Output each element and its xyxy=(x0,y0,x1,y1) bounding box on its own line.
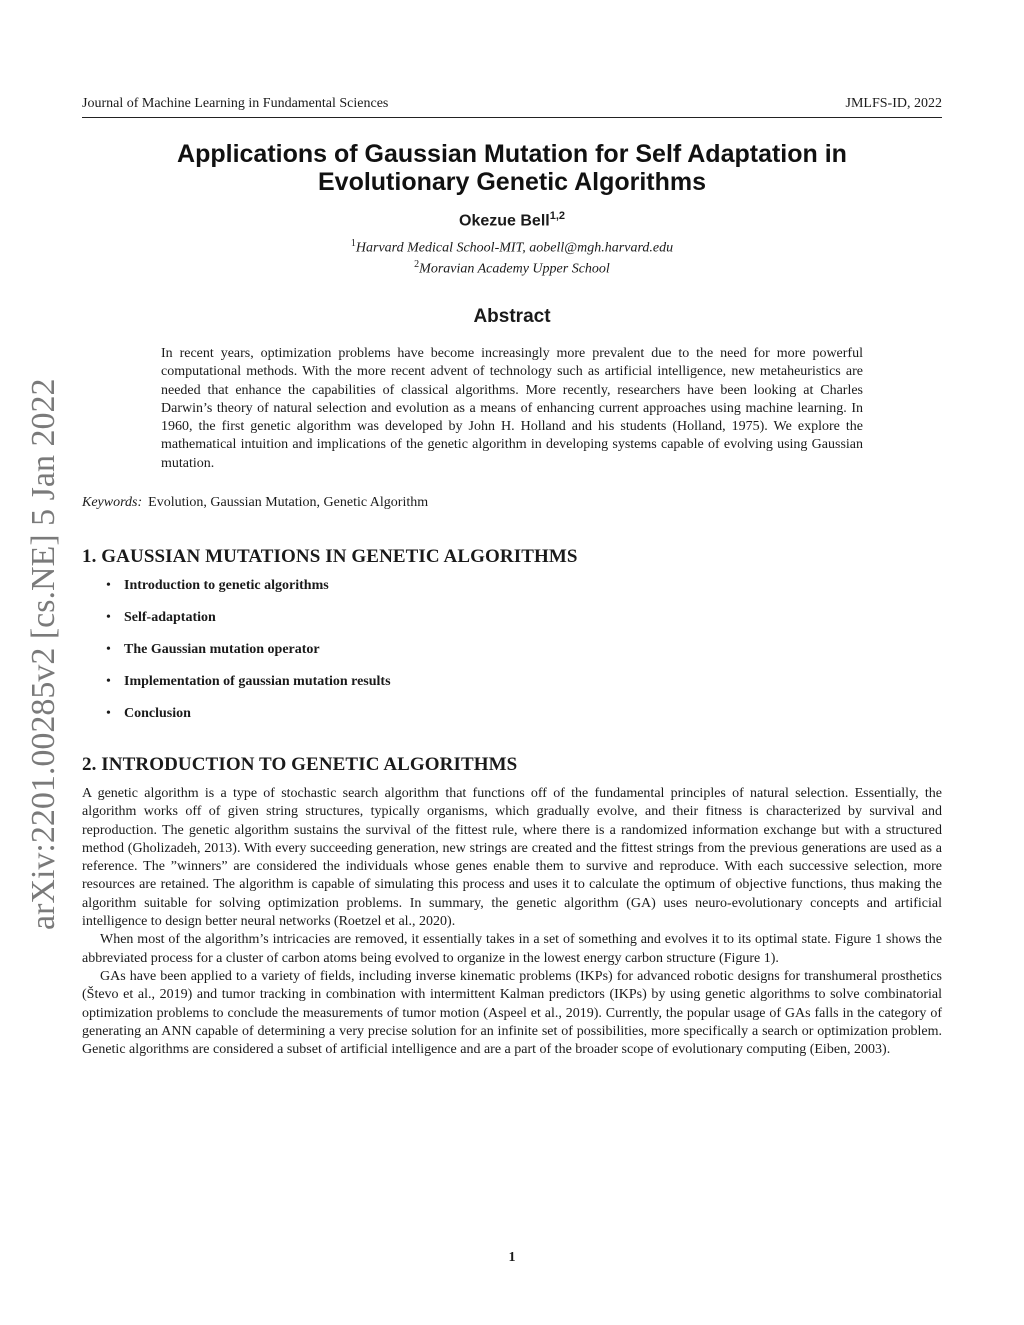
abstract-text: In recent years, optimization problems have become increasingly more prevalent due to the need for more powerful computational methods. With the more recent advent of technology such as artificial intelligence, new metaheuristics are needed that enhance the capabilities of classical algorithms. More recently, researchers have been looking at Charles Darwin’s theory of natural selection and evolution as a means of enhancing current approaches using machine learning. In 1960, the first genetic algorithm was developed by John H. Holland and his students (Holland, 1975). We explore the mathematical intuition and implications of the genetic algorithm in developing systems capable of evolving using Gaussian mutation. xyxy=(161,346,863,471)
keywords-label: Keywords: xyxy=(82,495,143,510)
list-item-text: Conclusion xyxy=(124,706,191,721)
body-paragraph: A genetic algorithm is a type of stochastic search algorithm that functions off of the fundamental principles of natural selection. Essentially, the algorithm works off of given string structures, typically organisms, which gradually evolve, and their fitness is characterized by survival and reproduction. The genetic algorithm sustains the survival of the fittest rule, where there is a randomized information exchange but with a structured method (Gholizadeh, 2013). With every succeeding generation, new strings are created and the fittest strings from the previous generations are used as a reference. The ”winners” are considered the individuals whose genes enable them to survive and reproduce. With each successive selection, more resources are retained. The algorithm is capable of simulating this process and uses it to calculate the optimum of objective functions, thus making the algorithm suitable for solving optimization problems. In summary, the genetic algorithm (GA) uses neuro-evolutionary concepts and artificial intelligence to design better neural networks (Roetzel et al., 2020). xyxy=(82,786,942,930)
list-item-text: Introduction to genetic algorithms xyxy=(124,578,329,593)
bullet-icon: • xyxy=(106,642,111,657)
page-number: 1 xyxy=(508,1250,516,1265)
affiliation-number: 1 xyxy=(350,238,356,249)
abstract-heading: Abstract xyxy=(473,306,551,327)
section-2-body xyxy=(82,785,942,1059)
bullet-icon: • xyxy=(106,578,111,593)
author-line xyxy=(100,210,924,230)
list-item xyxy=(106,576,706,608)
section-2-heading: 2. INTRODUCTION TO GENETIC ALGORITHMS xyxy=(82,754,518,775)
affiliation-1 xyxy=(100,238,924,257)
arxiv-identifier-stamp: arXiv:2201.00285v2 [cs.NE] 5 Jan 2022 xyxy=(25,378,62,930)
affiliation-2 xyxy=(100,259,924,278)
keywords-text: Evolution, Gaussian Mutation, Genetic Algorithm xyxy=(148,495,429,510)
keywords-line xyxy=(82,495,942,511)
section-1-heading: 1. GAUSSIAN MUTATIONS IN GENETIC ALGORITHMS xyxy=(82,546,578,567)
list-item-text: The Gaussian mutation operator xyxy=(124,642,320,657)
list-item xyxy=(106,608,706,640)
author-affiliation-marks: 1,2 xyxy=(549,210,565,222)
section-1-outline xyxy=(106,576,706,736)
paper-title: Applications of Gaussian Mutation for Self Adaptation in Evolutionary Genetic Algorithms xyxy=(177,140,847,196)
affiliation-text: Moravian Academy Upper School xyxy=(419,261,610,277)
body-paragraph: GAs have been applied to a variety of fields, including inverse kinematic problems (IKPs) for advanced robotic designs for transhumeral prosthetics (Števo et al., 2019) and tumor tracking in combination with intermittent Kalman predictors (IKPs) by using genetic algorithms to solve combinatorial optimization problems to conclude the measurements of tumor motion (Aspeel et al., 2019). Currently, the popular usage of GAs falls in the category of generating an ANN capable of determining a very precise solution for an infinite set of possibilities, more specifically a search or optimization problem. Genetic algorithms are considered a subset of artificial intelligence and are a part of the broader scope of evolutionary computing (Eiben, 2003). xyxy=(82,968,942,1058)
body-paragraph: When most of the algorithm’s intricacies are removed, it essentially takes in a set of something and evolves it to its optimal state. Figure 1 shows the abbreviated process for a cluster of carbon atoms being evolved to organize in the lowest energy carbon structure (Figure 1). xyxy=(82,932,942,966)
author-name: Okezue Bell xyxy=(459,212,550,230)
bullet-icon: • xyxy=(106,610,111,625)
affiliation-text: Harvard Medical School-MIT, aobell@mgh.harvard.edu xyxy=(355,240,674,256)
list-item xyxy=(106,640,706,672)
bullet-icon: • xyxy=(106,706,111,721)
affiliation-number: 2 xyxy=(414,259,420,270)
list-item-text: Self-adaptation xyxy=(124,610,216,625)
journal-id: JMLFS-ID, 2022 xyxy=(845,96,942,111)
list-item-text: Implementation of gaussian mutation results xyxy=(124,674,391,689)
bullet-icon: • xyxy=(106,674,111,689)
journal-name: Journal of Machine Learning in Fundamental Sciences xyxy=(82,96,389,111)
list-item xyxy=(106,672,706,704)
list-item xyxy=(106,704,706,736)
running-header xyxy=(82,95,942,118)
